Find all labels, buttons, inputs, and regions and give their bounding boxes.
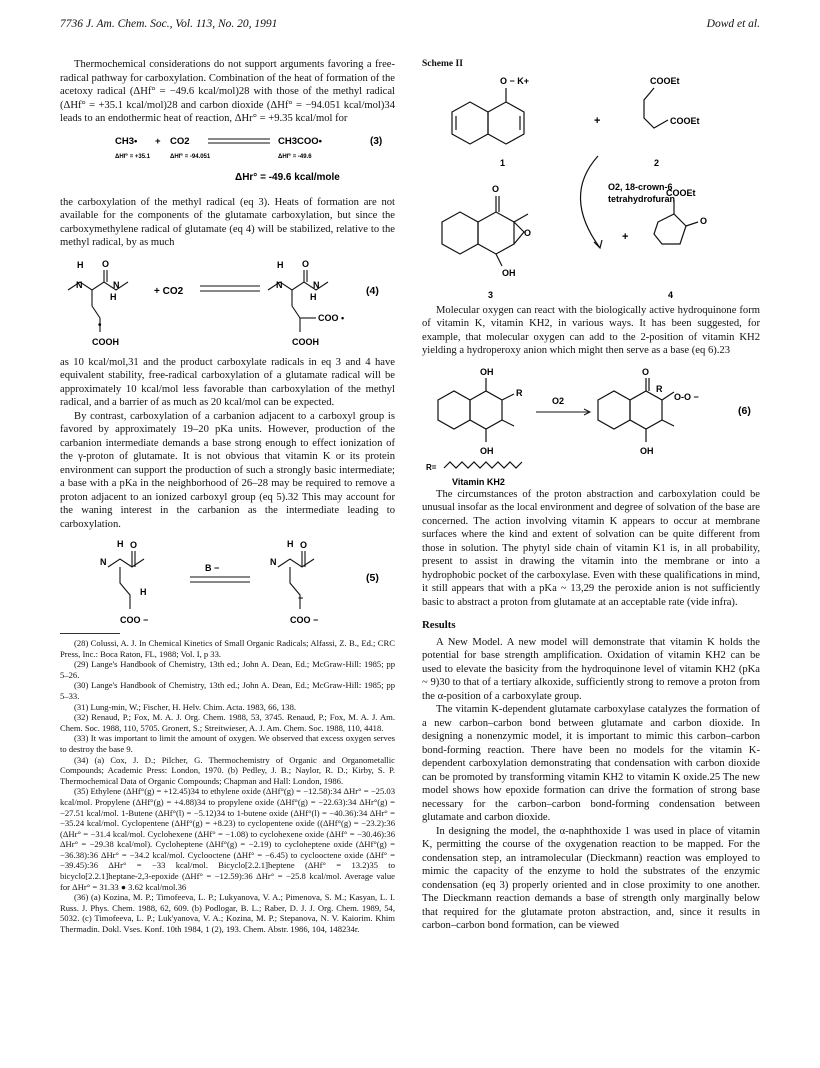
scheme-plus-2: +	[622, 230, 629, 243]
compound-3-number: 3	[488, 289, 494, 300]
left-paragraph-1: Thermochemical considerations do not support arguments favoring a free-radical pathway for carboxylation. Combination of the heat of formation of the acetoxy radical (ΔHf° = −49.6 kcal/mol)28 with those of the methyl radical (ΔHf° = +35.1 kcal/mol)28 and carbon dioxide (ΔHf° = −94.051 kcal/mol)34 leads to an endothermic heat of reaction, ΔHr° = +9.35 kcal/mol for	[60, 59, 395, 124]
eq5-base: B −	[205, 563, 220, 573]
eq3-product: CH3COO•	[278, 135, 322, 147]
equation-4	[60, 256, 395, 350]
compound-4-structure	[654, 200, 698, 244]
compound-3-ketone-o: O	[492, 183, 500, 194]
compound-3-hydroxyl: OH	[502, 267, 516, 278]
svg-text:H: H	[77, 259, 84, 270]
svg-text:H: H	[310, 291, 317, 302]
eq4-number: (4)	[366, 284, 379, 297]
compound-3-structure	[442, 196, 528, 266]
eq3-heat-1: ΔHf° = +35.1	[115, 153, 151, 160]
eq6-vitamin-label: Vitamin KH2	[452, 476, 505, 487]
scheme-condition-2: tetrahydrofuran	[608, 193, 676, 204]
footnotes	[60, 638, 395, 935]
left-paragraph-2: the carboxylation of the methyl radical (eq 3). Heats of formation are not available for the components of the glutamate carboxylation, but since the carboxymethylene radical of glutamate (eq 4) will be stabilized, relative to the methyl radical, by as much	[60, 196, 395, 248]
hydroperoxy-anion-structure	[598, 378, 674, 442]
svg-text:N: N	[270, 557, 277, 567]
eq6-hydroxyl-2: OH	[480, 445, 494, 456]
svg-text:•: •	[98, 319, 102, 331]
eq6-r-definition: R=	[426, 462, 437, 472]
eq5-coo-1: COO −	[120, 615, 149, 625]
footnote-28: (28) Colussi, A. J. In Chemical Kinetics of Small Organic Radicals; Alfassi, Z. B., Ed.; CRC Press, Inc.: Boca Raton, FL, 1988; Vol. I, p 33.	[60, 638, 395, 659]
svg-text:H: H	[140, 587, 147, 597]
footnote-36: (36) (a) Kozina, M. P.; Timofeeva, L. P.; Lukyanova, V. A.; Pimenova, S. M.; Kasyan, L. I. Russ. J. Phys. Chem. 1988, 62, 609. (b) Podlogar, B. L.; Raber, D. J. J. Org. Chem. 1989, 54, 5032. (c) Timofeeva, L. P.; Luk'yanova, V. A.; Kozina, M. P.; Stepanova, N. V. Kaiorim. Khim Thermadin. Dokl. Vses. Konf. 10th 1984, 1 (2), 193. Chem. Abstr. 1986, 104, 148234r.	[60, 892, 395, 935]
compound-2-structure	[644, 88, 668, 128]
compound-2-number: 2	[654, 157, 660, 168]
right-paragraph-5: In designing the model, the α-naphthoxide 1 was used in place of vitamin K, permitting the course of the oxygenation reaction to be mapped. For the condensation step, an intramolecular (Dieckmann) reaction was employed to mimic the capacity of the enzyme to hold the substrates of the enzymic condensation (eq 3) properly oriented and in close proximity to one another. The Dieckmann reaction demands a base of strength only marginally below that required for the glutamate proton abstraction, and, since it results in carbon–carbon bond formation, can be viewed	[422, 825, 760, 931]
eq6-oxygen: O2	[552, 395, 565, 406]
equation-3-svg	[60, 132, 395, 190]
eq3-reactant-2: CO2	[170, 135, 190, 147]
eq3-reaction-heat: ΔHr° = -49.6 kcal/mole	[235, 171, 340, 183]
footnote-33: (33) It was important to limit the amount of oxygen. We observed that excess oxygen serves to destroy the base 9.	[60, 733, 395, 754]
eq3-plus: +	[155, 135, 161, 147]
compound-3-epoxide-o: O	[524, 227, 532, 238]
results-heading: Results	[422, 619, 456, 631]
vitamin-kh2-structure	[438, 378, 514, 442]
footnote-rule	[60, 633, 120, 634]
svg-text:H: H	[277, 259, 284, 270]
compound-1-structure	[452, 88, 524, 144]
svg-text:−: −	[298, 593, 304, 603]
svg-text:H: H	[287, 539, 294, 549]
eq6-r-2: R	[656, 383, 663, 394]
equation-3	[60, 132, 395, 190]
left-paragraph-3: as 10 kcal/mol,31 and the product carboxylate radicals in eq 3 and 4 have equivalent stability, free-radical carboxylation of a glutamate radical will be approximately 10 kcal/mol less favorable than carboxylation of the methyl radical, and a barrier of as much as 20 kcal/mol can be expected.	[60, 356, 395, 408]
eq4-cooh-2: COOH	[292, 336, 319, 347]
scheme-label: Scheme II	[422, 59, 463, 69]
scheme-condition-1: O2, 18-crown-6	[608, 181, 673, 192]
footnote-34: (34) (a) Cox, J. D.; Pilcher, G. Thermochemistry of Organic and Organometallic Compounds; Academic Press: London, 1970. (b) Pedley, J. B.; Naylor, R. D.; Kirby, S. P. Thermochemical Data of Organic Compounds; Chapman and Hall: London, 1986.	[60, 754, 395, 786]
svg-text:O: O	[102, 258, 110, 269]
svg-text:N: N	[313, 279, 320, 290]
compound-4-number: 4	[668, 289, 674, 300]
svg-text:N: N	[113, 279, 120, 290]
svg-text:N: N	[76, 279, 83, 290]
compound-1-number: 1	[500, 157, 506, 168]
right-paragraph-2: The circumstances of the proton abstraction and carboxylation could be unusual insofar as the local environment and degree of solvation of the base are concerned. The action involving vitamin K appears to occur at membrane surfaces where the kind and extent of solvation can be quite different from those in solution. The phytyl side chain of vitamin K1 is, in all probability, present to assist in drawing the vitamin into the membrane or into a hydrophobic pocket of the carboxylase. Even with these qualifications in mind, it still appears that with a pKa ~ 13,29 the peroxide anion is not sufficiently basic to abstract a proton from glutamate at an acceptable rate (vide infra).	[422, 488, 760, 608]
scheme-reaction-arrow	[580, 156, 600, 248]
svg-text:O: O	[642, 366, 650, 377]
equation-6	[422, 364, 760, 488]
eq6-r-1: R	[516, 387, 523, 398]
compound-4-ester: COOEt	[666, 187, 696, 198]
compound-1-counterion: O − K+	[500, 75, 530, 86]
eq6-hydroxyl-1: OH	[480, 366, 494, 377]
right-paragraph-4: The vitamin K-dependent glutamate carboxylase catalyzes the formation of a new carbon–carbon bond between glutamate and carbon dioxide. In designing a nonenzymic model, it is important to mimic this carbon–carbon bond-forming reaction. There have been no models for the vitamin K-dependent carboxylation demonstrating that condensation with carbon dioxide can be promoted by transforming vitamin KH2 to vitamin K oxide.25 The new model shows how epoxide formation can drive the formation of strong base necessary for the carbon–carbon bond-forming condensation between glutamate and carbon dioxide.	[422, 704, 760, 823]
eq4-co2: + CO2	[154, 285, 184, 297]
eq3-reactant-1: CH3•	[115, 135, 138, 147]
eq6-number: (6)	[738, 404, 751, 417]
svg-text:N: N	[276, 279, 283, 290]
eq5-product-structure	[278, 551, 314, 609]
compound-4-ketone-o: O	[700, 215, 708, 226]
eq5-number: (5)	[366, 572, 379, 584]
eq6-peroxide: O-O −	[674, 391, 699, 402]
running-header	[60, 18, 760, 30]
scheme-ii	[422, 72, 760, 304]
eq3-heat-3: ΔHf° = -49.6	[278, 153, 312, 160]
eq4-coo-radical: COO •	[318, 312, 345, 323]
left-paragraph-4: By contrast, carboxylation of a carbanion adjacent to a carboxyl group is favored by approximately 19–20 pKa units. However, production of the carbanion intermediate demands a base strong enough to effect ionization of the γ-proton of glutamate. It is not obvious that vitamin K or its protein environment can support the production of such a strongly basic intermediate; a base with a pKa in the neighborhood of 26–28 may be required to remove a proton adjacent to an ionized carboxyl group (eq 5).32 This may account for the waning interest in the carbanion as the intermediate leading to carboxylation.	[60, 410, 395, 530]
equation-5	[60, 537, 395, 627]
left-column	[60, 58, 395, 935]
compound-2-ester-2: COOEt	[670, 115, 700, 126]
footnote-30: (30) Lange's Handbook of Chemistry, 13th ed.; John A. Dean, Ed.; McGraw-Hill: 1985; pp 5–33.	[60, 680, 395, 701]
eq3-number: (3)	[370, 135, 383, 147]
eq3-heat-2: ΔHf° = -94.051	[170, 153, 211, 160]
right-paragraph-1: Molecular oxygen can react with the biologically active hydroquinone form of vitamin K, vitamin KH2, in various ways. It has been suggested, for example, that molecular oxygen can add to the 2-position of vitamin KH2 yielding a hydroperoxy anion which might then serve as a base (eq 6).23	[422, 304, 760, 356]
svg-text:H: H	[117, 539, 124, 549]
header-right: Dowd et al.	[706, 18, 760, 30]
footnote-31: (31) Lung-min, W.; Fischer, H. Helv. Chim. Acta. 1983, 66, 138.	[74, 701, 297, 712]
svg-text:O: O	[130, 540, 138, 550]
footnote-35: (35) Ethylene (ΔHf°(g) = +12.45)34 to ethylene oxide (ΔHf°(g) = −12.58):34 ΔHr° = −25.03 kcal/mol. Propylene (ΔHf°(g) = +4.88)34 to propylene oxide (ΔHf°(g) = −22.63):34 ΔHr°(g) = −27.51 kcal/mol. 1-Butene (ΔHf°(l) = −5.12)34 to 1-butene oxide (ΔHf°(l) = −40.36):34 ΔHr° = −35.24 kcal/mol. Cyclopentene (ΔHf°(g) = +8.23) to cyclopentene oxide ((ΔHf°(g) = −23.2):36 (ΔHr° = −31.4 kcal/mol. Cyclohexene (ΔHf° = −1.08) to cyclohexene oxide (ΔHf° = −30.46):36 ΔHr° = −29.38 kcal/mol). Cycloheptene (ΔHf°(g) = −2.19) to cycloheptene oxide (ΔHf°(g) = −36.38):36 ΔHr° = −34.2 kcal/mol. Cyclooctene (ΔHf° = −6.45) to cyclooctene oxide (ΔHf° = −39.45):36 ΔHr° = −33 kcal/mol. Bicyclo[2.2.1]heptene (ΔHf° = 13.2)35 to bicyclo[2.2.1]heptane-2,3-epoxide (ΔHf° = −12.59):36 ΔHr° = −25.8 kcal/mol. Average value for ΔHr° = 31.33 ● 3.62 kcal/mol.36	[60, 786, 395, 892]
right-paragraph-3: A New Model. A new model will demonstrate that vitamin K holds the potential for base strength amplification. Oxidation of vitamin KH2 can be used to elevate the basicity from the hydroquinone level of vitamin KH2 (pKa ~ 9)30 to that of a tertiary alkoxide, sufficiently strong to remove a proton from the α-position of a carboxylate group.	[422, 636, 760, 702]
svg-text:H: H	[110, 291, 117, 302]
scheme-plus-1: +	[594, 114, 601, 127]
phytyl-chain	[444, 462, 522, 468]
footnote-29: (29) Lange's Handbook of Chemistry, 13th ed.; John A. Dean, Ed.; McGraw-Hill: 1985; pp 5–26.	[60, 659, 395, 680]
equation-5-svg	[60, 537, 395, 627]
scheme-ii-svg	[422, 72, 760, 304]
svg-text:O: O	[300, 540, 308, 550]
eq4-cooh-1: COOH	[92, 336, 119, 347]
eq6-hydroxyl-3: OH	[640, 445, 654, 456]
compound-2-ester-1: COOEt	[650, 75, 680, 86]
header-left: 7736 J. Am. Chem. Soc., Vol. 113, No. 20, 1991	[60, 18, 278, 30]
right-column	[422, 58, 760, 933]
svg-text:N: N	[100, 557, 107, 567]
footnote-32: (32) Renaud, P.; Fox, M. A. J. Org. Chem. 1988, 53, 3745. Renaud, P.; Fox, M. A. J. Am. Chem. Soc. 1988, 110, 5705. Gronert, S.; Streitwieser, A. J. Am. Chem. Soc. 1988, 110, 4418.	[60, 712, 395, 733]
eq5-coo-2: COO −	[290, 615, 319, 625]
equation-4-svg	[60, 256, 395, 350]
equation-6-svg	[422, 364, 760, 488]
svg-text:O: O	[302, 258, 310, 269]
eq5-reactant-structure	[108, 551, 144, 609]
